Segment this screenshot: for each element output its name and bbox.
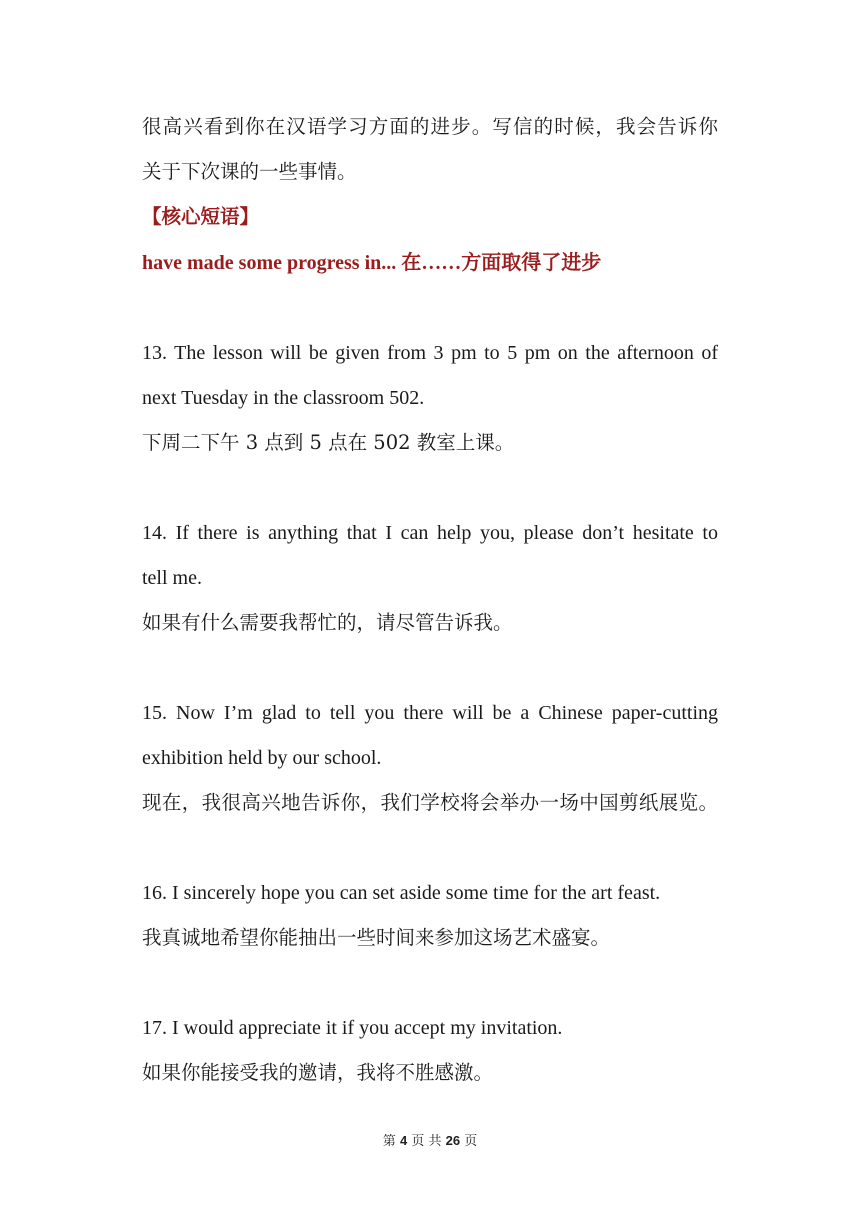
sentence-14-en-line-1: 14. If there is anything that I can help you, please don’t hesitate to (142, 522, 718, 544)
footer-prefix: 第 (382, 1134, 396, 1149)
sentence-13-en-line-1: 13. The lesson will be given from 3 pm to 5 pm on the afternoon of (142, 342, 718, 364)
sentence-16-zh: 我真诚地希望你能抽出一些时间来参加这场艺术盛宴。 (142, 926, 611, 949)
sentence-15-zh: 现在，我很高兴地告诉你，我们学校将会举办一场中国剪纸展览。 (142, 791, 718, 814)
sentence-15-en-line-1: 15. Now I’m glad to tell you there will be a Chinese paper-cutting (142, 702, 718, 724)
sentence-13-en-line-2: next Tuesday in the classroom 502. (142, 387, 425, 409)
sentence-17-en: 17. I would appreciate it if you accept my invitation. (142, 1017, 563, 1039)
intro-line-2: 关于下次课的一些事情。 (142, 160, 357, 183)
footer-current-page: 4 (399, 1133, 408, 1148)
footer-middle: 页 共 (411, 1134, 442, 1149)
sentence-17-zh: 如果你能接受我的邀请，我将不胜感激。 (142, 1061, 494, 1084)
footer-total-pages: 26 (445, 1133, 461, 1148)
sentence-13-zh: 下周二下午 3 点到 5 点在 502 教室上课。 (142, 431, 515, 454)
core-phrase: have made some progress in... 在……方面取得了进步 (142, 252, 602, 274)
intro-line-1: 很高兴看到你在汉语学习方面的进步。写信的时候，我会告诉你 (142, 115, 718, 138)
core-phrase-heading: 【核心短语】 (142, 205, 260, 228)
sentence-14-en-line-2: tell me. (142, 567, 202, 589)
footer-suffix: 页 (464, 1134, 478, 1149)
sentence-15-en-line-2: exhibition held by our school. (142, 747, 382, 769)
sentence-16-en: 16. I sincerely hope you can set aside some time for the art feast. (142, 882, 661, 904)
page-footer (0, 1130, 860, 1149)
sentence-14-zh: 如果有什么需要我帮忙的，请尽管告诉我。 (142, 611, 513, 634)
